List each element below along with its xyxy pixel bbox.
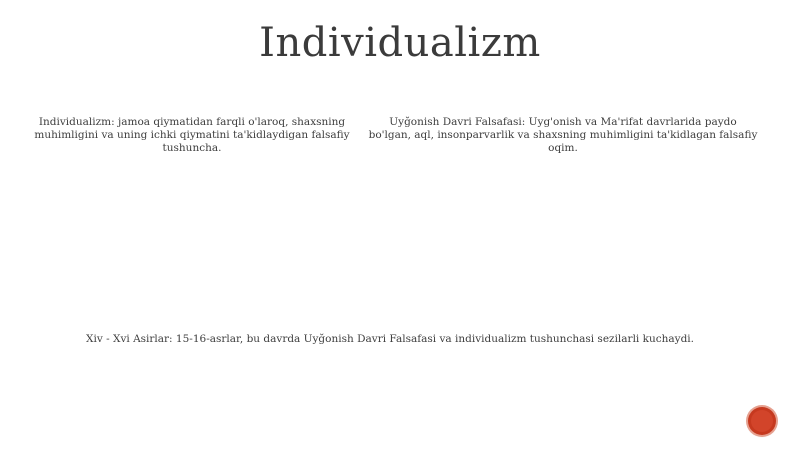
slide-title: Individualizm xyxy=(259,20,541,66)
right-definition-text: Uyğonish Davri Falsafasi: Uyg'onish va Ma'rifat davrlarida paydo bo'lgan, aql, insonparvarlik va shaxsning muhimligini ta'kidlagan falsafiy oqim. xyxy=(368,116,758,154)
bottom-definition-text: Xiv - Xvi Asirlar: 15-16-asrlar, bu davrda Uyğonish Davri Falsafasi va individualizm tushunchasi sezilarli kuchaydi. xyxy=(85,333,694,345)
circle-nav-icon[interactable] xyxy=(748,407,776,435)
left-definition-text: Individualizm: jamoa qiymatidan farqli o'laroq, shaxsning muhimligini va uning ichki qiymatini ta'kidlaydigan falsafiy tushuncha. xyxy=(34,116,350,154)
circle-nav-icon-inner xyxy=(751,410,773,432)
